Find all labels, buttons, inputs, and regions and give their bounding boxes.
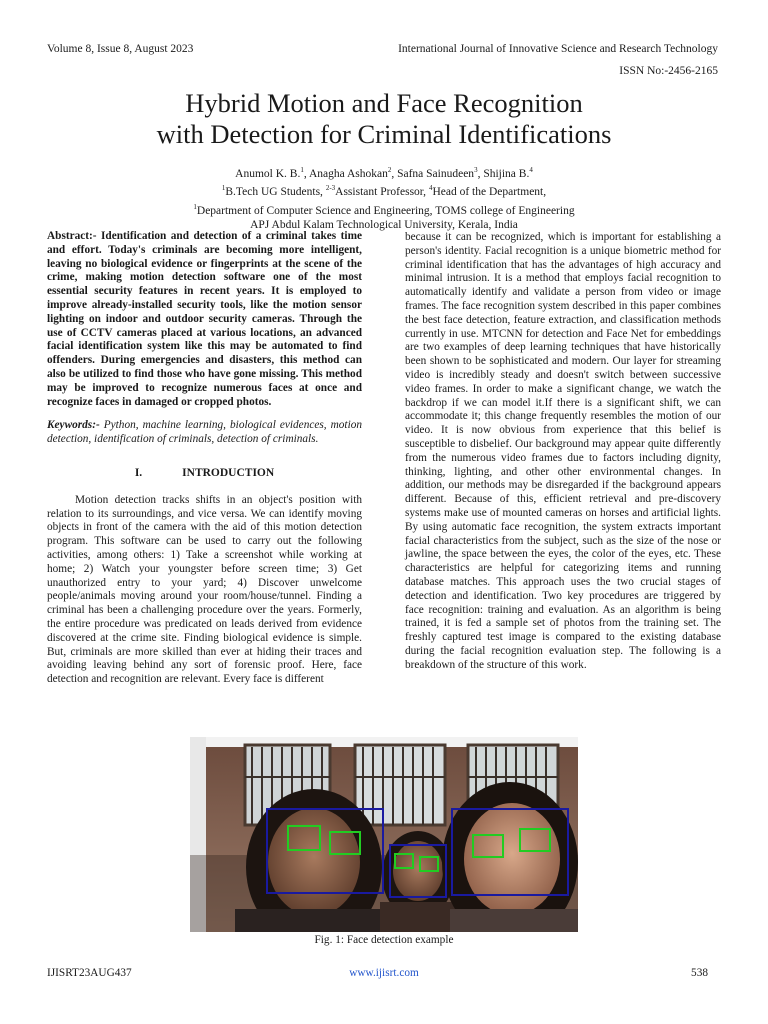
issn: ISSN No:-2456-2165 xyxy=(619,65,718,77)
journal-website-link[interactable]: www.ijisrt.com xyxy=(349,967,419,979)
abstract-label: Abstract:- xyxy=(47,230,97,242)
affiliation-university: APJ Abdul Kalam Technological University, Kerala, India xyxy=(250,218,518,231)
journal-name: International Journal of Innovative Science and Research Technology xyxy=(398,43,718,55)
keywords-label: Keywords:- xyxy=(47,419,100,432)
author-names: Anumol K. B.$^1$, Anagha Ashokan$^2$, Safna Sainudeen$^3$, Shijina B.$^4$ xyxy=(235,166,533,180)
title-line-2: with Detection for Criminal Identifications xyxy=(156,119,612,149)
figure-caption: Fig. 1: Face detection example xyxy=(314,934,454,946)
section-heading xyxy=(47,467,362,481)
window-middle xyxy=(355,745,445,825)
affiliation-department: $^1$Department of Computer Science and Engineering, TOMS college of Engineering xyxy=(193,202,575,217)
paper-id: IJISRT23AUG437 xyxy=(47,967,132,979)
section-title: INTRODUCTION xyxy=(182,466,275,479)
intro-paragraph-right: because it can be recognized, which is important for establishing a person's identity. Facial recognition is a unique biometric method for criminal identification that has the advantages of high accuracy and minimal intrusion. It is a method that employs facial recognition to automatically identify and validate a person from video or image frames. The face recognition system described in this paper combines the best face detection, feature extraction, and classification methods currently in use. MTCNN for detection and Face Net for embeddings are two examples of deep learning techniques that have historically been shown to be sophisticated and modern. Our layer for streaming video is incredibly steady and doesn't switch between successive video frames. In order to make a significant change, we watch the backdrop if we can model it.If there is a significant shift, we can accommodate it; this change frequently resembles the motion of our video. It is now obvious from experience that this belief is susceptible to disbelief. Our background may appear quite differently from the numerous video frames due to factors including dignity, thinking, lighting, and other other environmental changes. In addition, our methods may be disregarded if the background appears different. Because of this, efficient retrieval and pre-discovery systems make use of mounted cameras on horses and artificial lights. By using automatic face recognition, the system extracts important facial characteristics from the subject, such as the size of the nose or jawline, the space between the eyes, the color of the eyes, etc. These characteristics are helpful for categorizing items and running database matches. This approach uses the two crucial stages of detection and identification. Two key procedures are triggered by face recognition: training and evaluation. As an algorithm is being trained, it is fed a sample set of photos from the training set. The freshly captured test image is compared to the existing database during the facial recognition evaluation step. The following is a breakdown of the structure of this work. xyxy=(405,231,721,671)
abstract xyxy=(47,230,362,409)
author-2: Anagha Ashokan xyxy=(308,167,388,180)
author-1: Anumol K. B. xyxy=(235,167,301,180)
intro-paragraph-left: Motion detection tracks shifts in an object's position with relation to its surroundings, and vice versa. We can identify moving objects in front of the camera with the aid of this motion detection program. This software can be used to carry out the following activities, among others: 1) Take a screenshot while working at home; 2) Watch your youngster before screen time; 3) Get unauthorized entry to your yard; 4) Discover unwelcome people/animals moving around your room/house/tunnel. Finding a criminal has been a challenging procedure over the years. Formerly, the entire procedure was predicated on leads derived from evidence discovered at the crime site. Finding biological evidence is simple. But, criminals are more skilled than ever at hiding their traces and avoiding leaving behind any sort of forensic proof. Here, face detection and recognition are relevant. Every face is different xyxy=(47,493,362,686)
affiliation-roles: $^1$B.Tech UG Students, $^{2-3}$Assistant Professor, $^4$Head of the Department, xyxy=(221,184,547,199)
abstract-text: Identification and detection of a criminal takes time and effort. Today's criminals are becoming more intelligent, leaving no biological evidence or fingerprints at the scene of the crime, making motion detection software one of the most essential security features in recent years. It is employed to improve already-installed security tools, like the motion sensor lighting on indoor and outdoor security cameras. Through the use of CCTV cameras placed at various locations, an advanced facial identification system like this may be automated to find offenders. During emergencies and disasters, this method can also be utilized to find those who have gone missing. This method may be improved to recognize numerous faces at once and recognize faces in damaged or cropped photos. xyxy=(47,230,362,408)
page-number: 538 xyxy=(691,967,708,979)
keywords-text: Python, machine learning, biological evidences, motion detection, identification of criminals, detection of criminals. xyxy=(47,419,362,446)
author-3: Safna Sainudeen xyxy=(397,167,475,180)
left-column xyxy=(47,230,362,687)
keywords xyxy=(47,419,362,447)
volume-info: Volume 8, Issue 8, August 2023 xyxy=(47,43,194,55)
section-number: I. xyxy=(134,466,143,479)
title-line-1: Hybrid Motion and Face Recognition xyxy=(185,88,583,118)
face-detection-figure xyxy=(190,737,578,932)
face-detection-photo xyxy=(190,737,578,932)
paper-title xyxy=(0,88,768,150)
author-4: Shijina B. xyxy=(483,167,530,180)
author-block xyxy=(0,163,768,232)
right-column xyxy=(405,231,721,673)
